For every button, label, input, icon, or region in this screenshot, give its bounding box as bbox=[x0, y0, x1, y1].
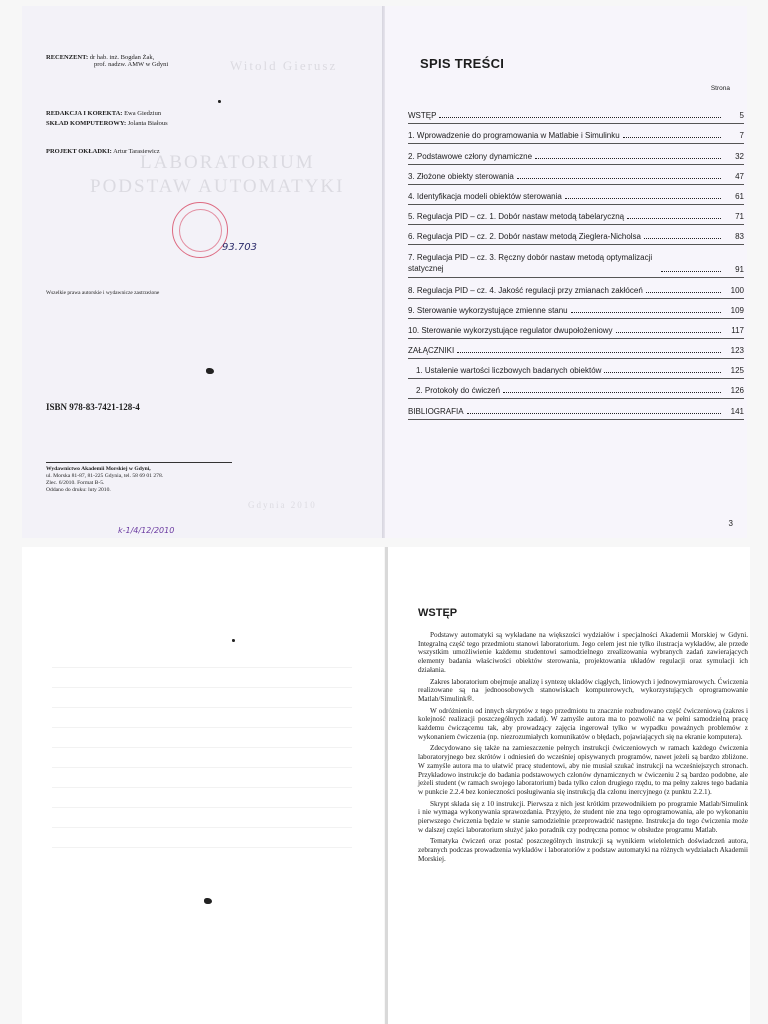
toc-entry-page: 5 bbox=[739, 111, 744, 121]
toc-entry-label: 9. Sterowanie wykorzystujące zmienne stanu bbox=[408, 305, 568, 315]
ink-blot-icon bbox=[204, 898, 212, 904]
toc-entry-label: 3. Złożone obiekty sterowania bbox=[408, 171, 514, 181]
blank-page bbox=[22, 547, 384, 1024]
cover-design-label: PROJEKT OKŁADKI: bbox=[46, 148, 112, 155]
toc-entry bbox=[408, 144, 744, 164]
toc-leader-dots bbox=[467, 413, 721, 414]
intro-paragraph: W odróżnieniu od innych skryptów z tego przedmiotu tu znacznie rozbudowano część ćwiczeniową (zakres i kolejność realizacji poszczególnych zadań). W zamyśle autora ma to pozwolić na w pełni samodzielną pracę każdemu ćwiczącemu tak, aby prowadzący zajęcia ingerował tylko w wypadku poważnych problemów z wykonaniem ćwiczenia (np. niezrozumiałych komunikatów o błędach, pojawiających się na ekranie komputera). bbox=[418, 706, 748, 741]
page-column-header: Strona bbox=[710, 85, 730, 92]
toc-entry-page: 100 bbox=[730, 285, 744, 295]
toc-entry-page: 117 bbox=[731, 325, 744, 335]
isbn: ISBN 978-83-7421-128-4 bbox=[46, 402, 140, 412]
ink-dot-icon bbox=[232, 639, 235, 642]
intro-paragraph: Zdecydowano się także na zamieszczenie pełnych instrukcji ćwiczeniowych w ramach każdego ćwiczenia laboratoryjnego bez skrótów i odniesień do wcześniej opisywanych programów, nawet jeżeli są bardzo zbliżone. W zamyśle autora ma to ułatwić pracę studentowi, aby nie musiał szukać instrukcji na wcześniejszych stronach. Przykładowo instrukcje do badania podstawowych członów dynamicznych w ćwiczeniu 2 są bardzo podobne, ale jeżeli student (w ramach swojego laboratorium) bada tylko człon drugiego rzędu, to ma pełny zakres tego badania w punkcie 2.2.4 bez konieczności posługiwania się instrukcją dla członu inercyjnego (z punktu 2.2.1). bbox=[418, 744, 748, 796]
toc-entry bbox=[408, 225, 744, 245]
toc-entry bbox=[408, 319, 744, 339]
toc-entry-label: 10. Sterowanie wykorzystujące regulator dwupołożeniowy bbox=[408, 325, 613, 335]
toc-entry bbox=[408, 205, 744, 225]
handwritten-date: k-1/4/12/2010 bbox=[118, 526, 175, 535]
toc-leader-dots bbox=[644, 238, 721, 239]
intro-paragraph: Podstawy automatyki są wykładane na większości wydziałów i specjalności Akademii Morskiej w Gdyni. Integralną część tego przedmiotu stanowi laboratorium. Jego celem jest nie tylko ilustracja wykładów, ale przede wszystkim umożliwienie każdemu studentowi samodzielnego zrealizowania wybranych zadań zawierających elementy badania właściwości obiektów sterowania, projektowania układów regulacji oraz symulacji ich działania. bbox=[418, 631, 748, 674]
toc-entry-label: 5. Regulacja PID – cz. 1. Dobór nastaw metodą tabelaryczną bbox=[408, 212, 625, 222]
toc-leader-dots bbox=[503, 392, 721, 393]
reviewer-label: RECENZENT: bbox=[46, 54, 89, 61]
toc-entry-label: 8. Regulacja PID – cz. 4. Jakość regulacji przy zmianach zakłóceń bbox=[408, 285, 643, 295]
intro-body bbox=[418, 631, 748, 867]
library-stamp-icon bbox=[172, 202, 228, 258]
divider bbox=[46, 462, 232, 463]
toc-entry-page: 91 bbox=[735, 265, 744, 275]
toc-entry bbox=[408, 185, 744, 205]
toc-entry-page: 109 bbox=[730, 305, 744, 315]
publisher-address: ul. Morska 81-87, 81-225 Gdynia, tel. 58 69 01 278. bbox=[46, 473, 164, 479]
toc-leader-dots bbox=[623, 137, 721, 138]
toc-entry bbox=[408, 399, 744, 419]
toc-leader-dots bbox=[627, 218, 721, 219]
toc-entry bbox=[408, 245, 744, 278]
imprint-page bbox=[22, 6, 384, 538]
toc-title: SPIS TREŚCI bbox=[420, 56, 505, 71]
toc-entry-label: 2. Podstawowe człony dynamiczne bbox=[408, 151, 533, 161]
toc-entry-page: 47 bbox=[735, 171, 744, 181]
editor-line bbox=[46, 110, 161, 118]
typesetting-line bbox=[46, 120, 168, 128]
rights-notice: Wszelkie prawa autorskie i wydawnicze zastrzeżone bbox=[46, 290, 160, 296]
toc-leader-dots bbox=[604, 372, 721, 373]
toc-entry-label: 7. Regulacja PID – cz. 3. Ręczny dobór nastaw metodą optymalizacji statycznej bbox=[408, 253, 653, 274]
cover-design-name: Artur Tarasiewicz bbox=[113, 148, 160, 155]
toc-entry bbox=[408, 359, 744, 379]
toc-leader-dots bbox=[439, 117, 721, 118]
cover-design-line bbox=[46, 148, 160, 156]
toc-page bbox=[385, 6, 747, 538]
editor-name: Ewa Giedziun bbox=[124, 110, 162, 117]
toc-entry-page: 32 bbox=[735, 151, 744, 161]
toc-entry-label: ZAŁĄCZNIKI bbox=[408, 346, 455, 356]
ghost-title-2: PODSTAW AUTOMATYKI bbox=[90, 176, 345, 197]
toc-entry bbox=[408, 299, 744, 319]
intro-title: WSTĘP bbox=[418, 607, 458, 619]
toc-entry-label: WSTĘP bbox=[408, 111, 437, 121]
toc-entry bbox=[408, 339, 744, 359]
order-info: Zlec. 6/2010. Format B-5. bbox=[46, 480, 105, 486]
toc-entry bbox=[408, 165, 744, 185]
toc-leader-dots bbox=[565, 198, 721, 199]
toc-entry-page: 123 bbox=[730, 346, 744, 356]
toc-leader-dots bbox=[661, 271, 721, 272]
intro-page bbox=[388, 547, 750, 1024]
toc-leader-dots bbox=[517, 178, 721, 179]
handwritten-number: 93.703 bbox=[222, 242, 257, 253]
toc-entry-page: 126 bbox=[730, 386, 744, 396]
reviewer-title: prof. nadzw. AMW w Gdyni bbox=[94, 61, 169, 68]
ghost-title-1: LABORATORIUM bbox=[140, 152, 315, 173]
toc-entry-page: 141 bbox=[730, 406, 744, 416]
page-number: 3 bbox=[728, 519, 733, 528]
typesetting-label: SKŁAD KOMPUTEROWY: bbox=[46, 120, 127, 127]
toc-entry-label: 2. Protokoły do ćwiczeń bbox=[416, 386, 501, 396]
toc-entry bbox=[408, 379, 744, 399]
ghost-place: Gdynia 2010 bbox=[248, 500, 317, 510]
intro-paragraph: Zakres laboratorium obejmuje analizę i syntezę układów ciągłych, liniowych i jednowymiarowych. Ćwiczenia realizowane są na jednoosobowych stanowiskach komputerowych, wykorzystujących oprogramowanie Matlab/Simulink®. bbox=[418, 677, 748, 703]
toc-entry-label: 4. Identyfikacja modeli obiektów sterowania bbox=[408, 191, 562, 201]
toc-leader-dots bbox=[571, 312, 721, 313]
toc-entry-page: 71 bbox=[735, 212, 744, 222]
toc-entry-page: 125 bbox=[730, 366, 744, 376]
toc-entry bbox=[408, 104, 744, 124]
reviewer-name: dr hab. inż. Bogdan Żak, bbox=[89, 54, 155, 61]
toc-entry-page: 61 bbox=[735, 191, 744, 201]
toc-entry-page: 83 bbox=[735, 232, 744, 242]
toc-entry-label: 1. Wprowadzenie do programowania w Matlabie i Simulinku bbox=[408, 131, 620, 141]
toc-entry-label: BIBLIOGRAFIA bbox=[408, 406, 464, 416]
toc-list bbox=[408, 104, 744, 420]
typesetting-name: Jolanta Białous bbox=[127, 120, 168, 127]
intro-paragraph: Skrypt składa się z 10 instrukcji. Pierwsza z nich jest krótkim przewodnikiem po programie Matlab/Simulink i nie wymaga wykonywania sprawozdania. Przyjęto, że student nie zna tego oprogramowania, ale po wykonaniu pierwszego ćwiczenia będzie w stanie samodzielnie przeprowadzić następne. Instrukcja do tego ćwiczenia może w dalszej części laboratorium służyć jako poradnik czy podręczna pomoc w obsłudze programu Matlab. bbox=[418, 799, 748, 834]
toc-entry-page: 7 bbox=[739, 131, 744, 141]
toc-leader-dots bbox=[646, 292, 721, 293]
toc-leader-dots bbox=[535, 158, 721, 159]
toc-leader-dots bbox=[616, 332, 721, 333]
toc-entry bbox=[408, 124, 744, 144]
editor-label: REDAKCJA I KOREKTA: bbox=[46, 110, 123, 117]
ink-blot-icon bbox=[206, 368, 214, 374]
toc-leader-dots bbox=[457, 352, 721, 353]
intro-paragraph: Tematyka ćwiczeń oraz postać poszczególnych instrukcji są wynikiem wieloletnich doświadczeń autora, zebranych podczas prowadzenia wykładów i laboratoriów z podstaw automatyki na różnych wydziałach Akademii Morskiej. bbox=[418, 837, 748, 863]
publisher: Wydawnictwo Akademii Morskiej w Gdyni, bbox=[46, 466, 151, 472]
ink-dot-icon bbox=[218, 100, 221, 103]
print-date: Oddano do druku: luty 2010. bbox=[46, 487, 111, 493]
toc-entry-label: 6. Regulacja PID – cz. 2. Dobór nastaw metodą Zieglera-Nicholsa bbox=[408, 232, 641, 242]
toc-entry bbox=[408, 278, 744, 298]
ghost-author: Witold Gierusz bbox=[230, 58, 338, 73]
toc-entry-label: 1. Ustalenie wartości liczbowych badanych obiektów bbox=[416, 366, 602, 376]
